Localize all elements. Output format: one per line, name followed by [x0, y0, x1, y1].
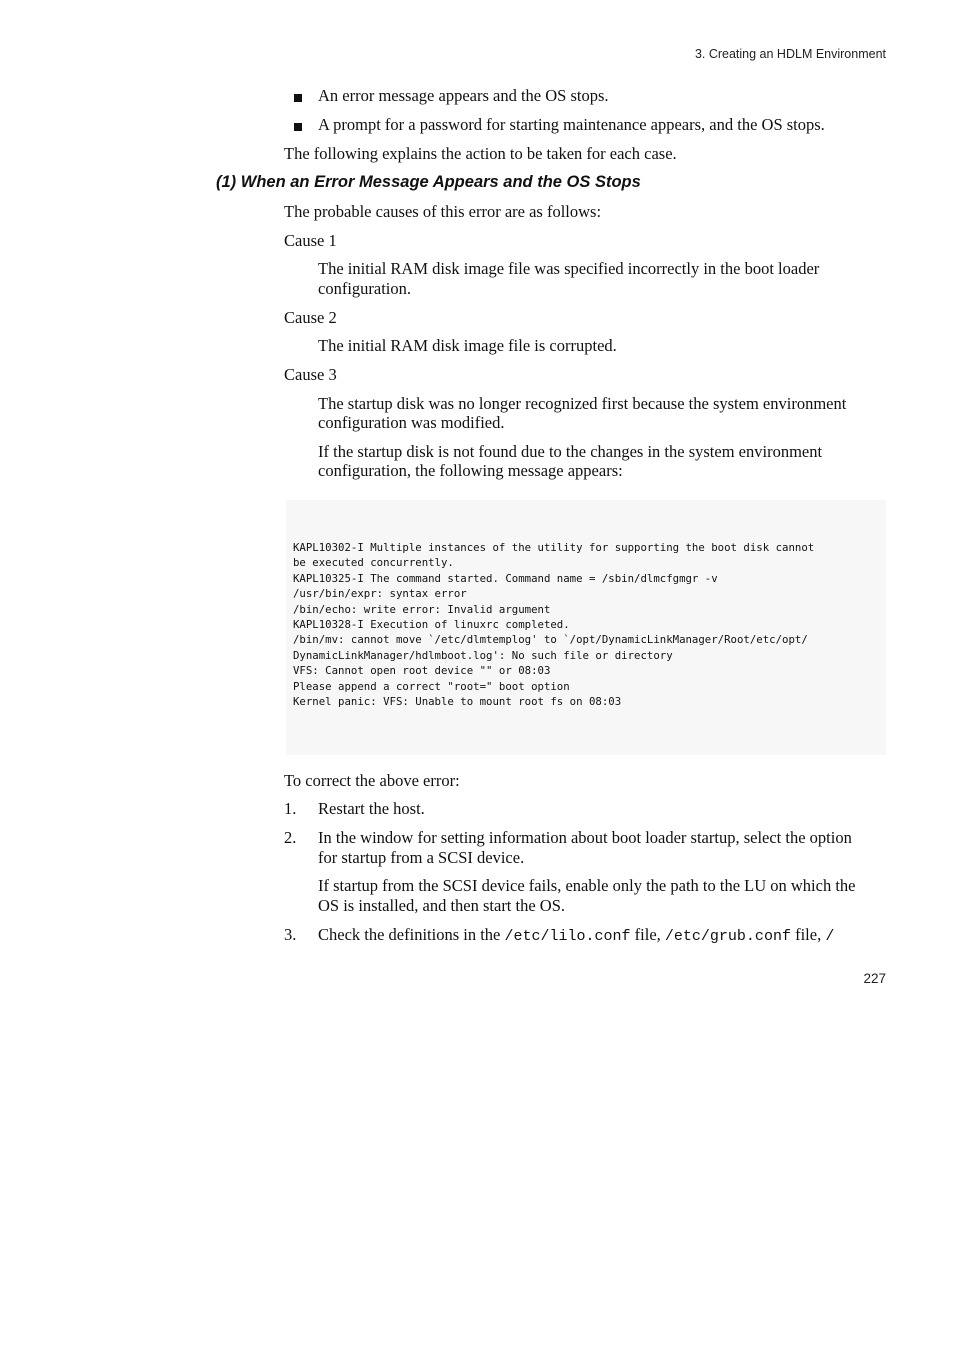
- step-note: If startup from the SCSI device fails, enable only the path to the LU on which the: [318, 876, 856, 895]
- console-line: Kernel panic: VFS: Unable to mount root fs on 08:03: [293, 695, 622, 709]
- step-text-part: file,: [790, 925, 826, 944]
- path-fragment: /: [825, 928, 835, 945]
- console-line: /usr/bin/expr: syntax error: [293, 587, 467, 601]
- bullet-item: A prompt for a password for starting maintenance appears, and the OS stops.: [318, 115, 825, 134]
- cause-text: The initial RAM disk image file was specified incorrectly in the boot loader: [318, 259, 820, 278]
- console-line: KAPL10325-I The command started. Command name = /sbin/dlmcfgmgr -v: [293, 571, 718, 585]
- bullet-marker: [294, 91, 302, 107]
- cause-label: Cause 3: [284, 365, 337, 384]
- console-output: [293, 540, 814, 709]
- step-text: In the window for setting information about boot loader startup, select the option: [318, 828, 852, 847]
- step-text: [318, 925, 834, 947]
- intro-paragraph: The following explains the action to be taken for each case.: [284, 144, 677, 163]
- step-text: Restart the host.: [318, 799, 425, 818]
- section-heading: (1) When an Error Message Appears and the OS Stops: [216, 173, 641, 191]
- page-number: 227: [863, 971, 886, 986]
- lilo-conf-path: /etc/lilo.conf: [504, 928, 631, 945]
- grub-conf-path: /etc/grub.conf: [664, 928, 791, 945]
- console-line: KAPL10302-I Multiple instances of the utility for supporting the boot disk cannot: [293, 541, 815, 554]
- cause-text: The initial RAM disk image file is corrupted.: [318, 336, 617, 355]
- cause-label: Cause 2: [284, 308, 337, 327]
- step-text: for startup from a SCSI device.: [318, 848, 525, 867]
- step-text-part: Check the definitions in the: [318, 925, 505, 944]
- cause-text: The startup disk was no longer recognized first because the system environment: [318, 394, 847, 413]
- step-number: 2.: [284, 828, 297, 847]
- cause-text: configuration was modified.: [318, 413, 505, 432]
- cause-note: configuration, the following message appears:: [318, 461, 623, 480]
- console-line: KAPL10328-I Execution of linuxrc completed.: [293, 618, 570, 632]
- cause-text: configuration.: [318, 279, 412, 298]
- step-number: 3.: [284, 925, 297, 944]
- cause-note: If the startup disk is not found due to the changes in the system environment: [318, 442, 823, 461]
- step-note: OS is installed, and then start the OS.: [318, 896, 566, 915]
- cause-label: Cause 1: [284, 231, 337, 250]
- correct-intro: To correct the above error:: [284, 771, 460, 790]
- console-line: /bin/mv: cannot move `/etc/dlmtemplog' to `/opt/DynamicLinkManager/Root/etc/opt/: [293, 633, 808, 647]
- console-line: Please append a correct "root=" boot option: [293, 679, 570, 693]
- console-line: VFS: Cannot open root device "" or 08:03: [293, 664, 551, 678]
- console-output-box: [286, 500, 886, 755]
- running-header: 3. Creating an HDLM Environment: [694, 47, 886, 61]
- bullet-marker: [294, 120, 302, 136]
- step-text-part: file,: [630, 925, 665, 944]
- causes-intro: The probable causes of this error are as follows:: [284, 202, 602, 221]
- bullet-item: An error message appears and the OS stops.: [318, 86, 609, 105]
- console-line: DynamicLinkManager/hdlmboot.log': No such file or directory: [293, 648, 673, 662]
- console-line: /bin/echo: write error: Invalid argument: [293, 602, 551, 616]
- step-number: 1.: [284, 799, 297, 818]
- console-line: be executed concurrently.: [293, 556, 454, 570]
